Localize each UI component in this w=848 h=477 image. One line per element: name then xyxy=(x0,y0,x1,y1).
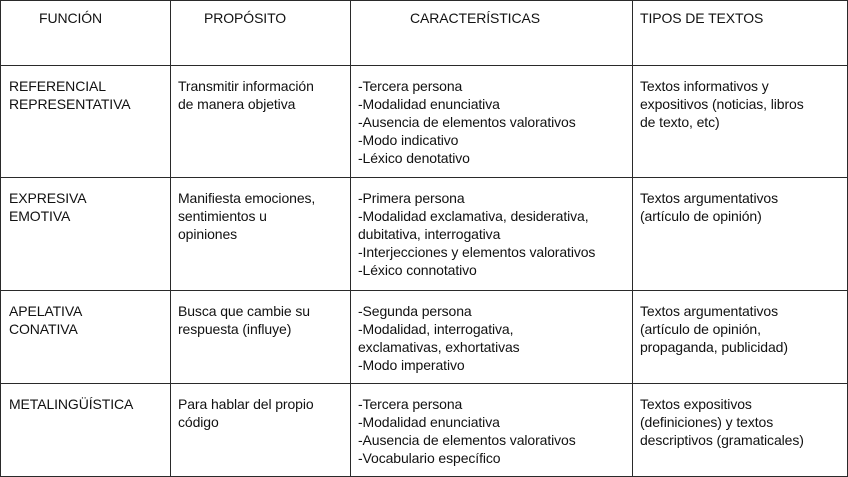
cell-tipos: Textos informativos y expositivos (noticias, libros de texto, etc) xyxy=(632,66,848,178)
cell-proposito: Manifiesta emociones, sentimientos u opiniones xyxy=(170,178,351,291)
header-proposito: PROPÓSITO xyxy=(170,0,351,66)
header-caracteristicas: CARACTERÍSTICAS xyxy=(350,0,633,66)
table-row-expresiva xyxy=(0,178,848,291)
header-funcion: FUNCIÓN xyxy=(0,0,171,66)
cell-funcion: METALINGÜÍSTICA xyxy=(0,384,171,477)
cell-caracteristicas: -Segunda persona -Modalidad, interrogativa, exclamativas, exhortativas -Modo imperativo xyxy=(350,291,633,384)
cell-caracteristicas: -Primera persona -Modalidad exclamativa, desiderativa, dubitativa, interrogativa -Interjecciones y elementos valorativos -Léxico connotativo xyxy=(350,178,633,291)
table-row-apelativa xyxy=(0,291,848,384)
table-row-referencial xyxy=(0,66,848,178)
cell-caracteristicas: -Tercera persona -Modalidad enunciativa -Ausencia de elementos valorativos -Vocabulario específico xyxy=(350,384,633,477)
header-tipos-de-textos: TIPOS DE TEXTOS xyxy=(632,0,848,66)
cell-caracteristicas: -Tercera persona -Modalidad enunciativa -Ausencia de elementos valorativos -Modo indicativo -Léxico denotativo xyxy=(350,66,633,178)
cell-funcion: APELATIVA CONATIVA xyxy=(0,291,171,384)
cell-tipos: Textos expositivos (definiciones) y textos descriptivos (gramaticales) xyxy=(632,384,848,477)
cell-funcion: EXPRESIVA EMOTIVA xyxy=(0,178,171,291)
cell-funcion: REFERENCIAL REPRESENTATIVA xyxy=(0,66,171,178)
cell-proposito: Transmitir información de manera objetiva xyxy=(170,66,351,178)
table-header-row xyxy=(0,0,848,66)
table-row-metalinguistica xyxy=(0,384,848,477)
cell-proposito: Busca que cambie su respuesta (influye) xyxy=(170,291,351,384)
cell-tipos: Textos argumentativos (artículo de opinión, propaganda, publicidad) xyxy=(632,291,848,384)
cell-tipos: Textos argumentativos (artículo de opinión) xyxy=(632,178,848,291)
cell-proposito: Para hablar del propio código xyxy=(170,384,351,477)
